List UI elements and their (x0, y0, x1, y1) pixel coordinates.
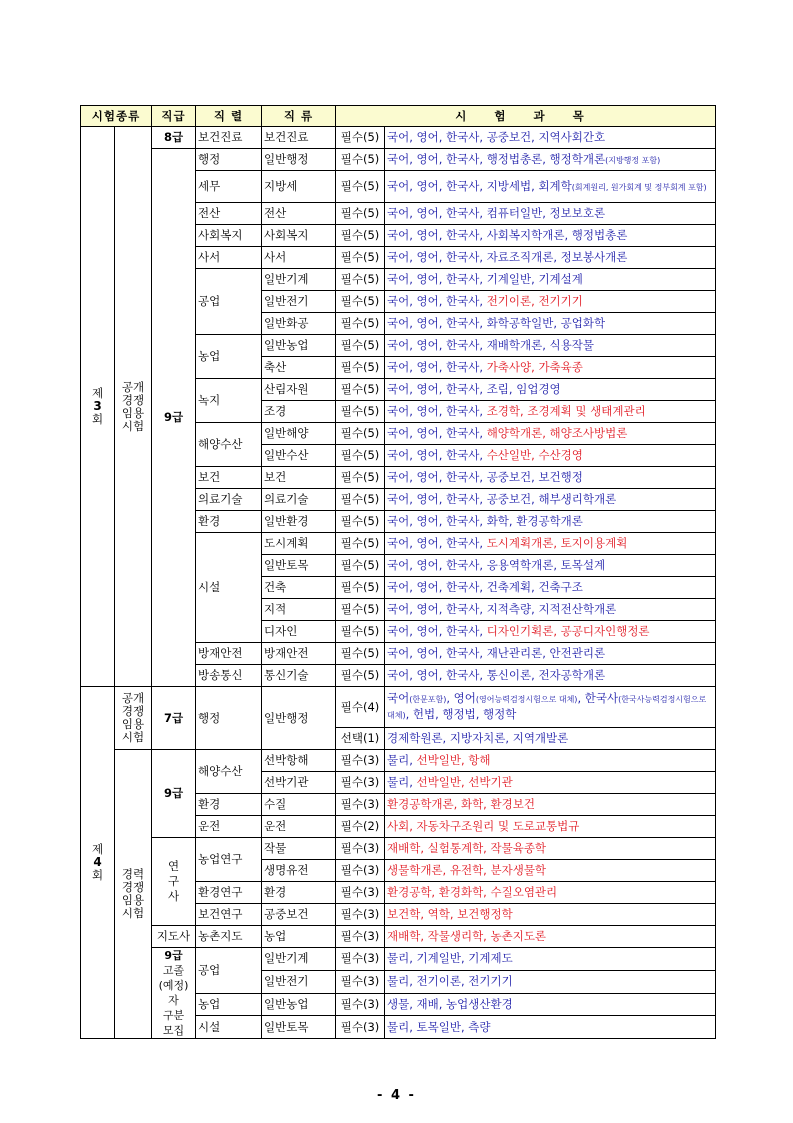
required-count: 필수(3) (336, 1016, 385, 1039)
career-competition-label: 경력 경쟁 임용 시험 (115, 750, 152, 1039)
category-cell: 일반농업 (262, 335, 336, 357)
subjects-cell: 국어, 영어, 한국사, 화학공학일반, 공업화학 (385, 313, 716, 335)
category-cell: 일반행정 (262, 149, 336, 171)
header-series: 직 렬 (196, 106, 262, 127)
table-row (81, 838, 716, 860)
category-cell: 통신기술 (262, 665, 336, 687)
table-row (81, 750, 716, 772)
subjects-cell: 물리, 기계일반, 기계제도 (385, 948, 716, 971)
category-cell: 일반토목 (262, 555, 336, 577)
category-cell: 생명유전 (262, 860, 336, 882)
required-count: 필수(3) (336, 750, 385, 772)
table-row (81, 948, 716, 971)
series-cell: 환경 (196, 511, 262, 533)
required-count: 필수(5) (336, 599, 385, 621)
category-cell: 일반수산 (262, 445, 336, 467)
category-cell: 일반행정 (262, 687, 336, 750)
elective-count: 선택(1) (336, 728, 385, 750)
research-series-label: 연 구 사 (152, 838, 196, 926)
required-count: 필수(5) (336, 269, 385, 291)
required-count: 필수(5) (336, 203, 385, 225)
required-count: 필수(5) (336, 291, 385, 313)
subjects-cell: 경제학원론, 지방자치론, 지역개발론 (385, 728, 716, 750)
required-count: 필수(2) (336, 816, 385, 838)
header-row (81, 106, 716, 127)
required-count: 필수(5) (336, 313, 385, 335)
required-count: 필수(5) (336, 423, 385, 445)
required-count: 필수(3) (336, 860, 385, 882)
category-cell: 일반토목 (262, 1016, 336, 1039)
subjects-cell: 국어, 영어, 한국사, 해양학개론, 해양조사방법론 (385, 423, 716, 445)
subjects-cell: 국어, 영어, 한국사, 공중보건, 지역사회간호 (385, 127, 716, 149)
subjects-cell: 보건학, 역학, 보건행정학 (385, 904, 716, 926)
header-subjects: 시 험 과 목 (336, 106, 716, 127)
required-count: 필수(5) (336, 665, 385, 687)
exam-subjects-table (80, 105, 716, 1039)
series-cell: 의료기술 (196, 489, 262, 511)
series-cell: 세무 (196, 171, 262, 203)
series-cell: 시설 (196, 533, 262, 643)
subjects-cell: 국어, 영어, 한국사, 디자인기획론, 공공디자인행정론 (385, 621, 716, 643)
session-4-label: 제 4 회 (81, 687, 115, 1039)
subjects-cell: 국어, 영어, 한국사, 공중보건, 보건행정 (385, 467, 716, 489)
subjects-cell: 국어, 영어, 한국사, 조경학, 조경계획 및 생태계관리 (385, 401, 716, 423)
required-count: 필수(5) (336, 335, 385, 357)
grade-9: 9급 (152, 750, 196, 838)
series-cell: 해양수산 (196, 423, 262, 467)
required-count: 필수(5) (336, 149, 385, 171)
series-cell: 사회복지 (196, 225, 262, 247)
series-cell: 행정 (196, 149, 262, 171)
series-cell: 환경연구 (196, 882, 262, 904)
required-count: 필수(3) (336, 970, 385, 993)
series-cell: 행정 (196, 687, 262, 750)
subjects-cell: 국어, 영어, 한국사, 재난관리론, 안전관리론 (385, 643, 716, 665)
subjects-cell: 국어, 영어, 한국사, 자료조직개론, 정보봉사개론 (385, 247, 716, 269)
subjects-cell: 물리, 전기이론, 전기기기 (385, 970, 716, 993)
category-cell: 조경 (262, 401, 336, 423)
category-cell: 보건 (262, 467, 336, 489)
category-cell: 전산 (262, 203, 336, 225)
subjects-cell: 국어, 영어, 한국사, 화학, 환경공학개론 (385, 511, 716, 533)
subjects-cell: 국어, 영어, 한국사, 행정법총론, 행정학개론(지방행정 포함) (385, 149, 716, 171)
required-count: 필수(5) (336, 643, 385, 665)
subjects-cell: 국어(한문포함), 영어(영어능력검정시험으로 대체), 한국사(한국사능력검정시험으로 대체), 헌법, 행정법, 행정학 (385, 687, 716, 728)
table-row (81, 127, 716, 149)
required-count: 필수(4) (336, 687, 385, 728)
category-cell: 농업 (262, 926, 336, 948)
required-count: 필수(3) (336, 993, 385, 1016)
page-number: - 4 - (377, 1088, 416, 1103)
subjects-cell: 국어, 영어, 한국사, 통신이론, 전자공학개론 (385, 665, 716, 687)
table-row (81, 687, 716, 728)
category-cell: 일반전기 (262, 970, 336, 993)
grade-8: 8급 (152, 127, 196, 149)
required-count: 필수(5) (336, 247, 385, 269)
category-cell: 작물 (262, 838, 336, 860)
series-cell: 전산 (196, 203, 262, 225)
header-category: 직 류 (262, 106, 336, 127)
series-cell: 공업 (196, 948, 262, 994)
series-cell: 공업 (196, 269, 262, 335)
required-count: 필수(3) (336, 794, 385, 816)
subjects-cell: 국어, 영어, 한국사, 지적측량, 지적전산학개론 (385, 599, 716, 621)
category-cell: 사서 (262, 247, 336, 269)
category-cell: 지방세 (262, 171, 336, 203)
series-cell: 보건진료 (196, 127, 262, 149)
special-grade-label: 9급 고졸 (예정)자 구분 모집 (152, 948, 196, 1039)
category-cell: 환경 (262, 882, 336, 904)
required-count: 필수(3) (336, 926, 385, 948)
table-row (81, 149, 716, 171)
category-cell: 선박항해 (262, 750, 336, 772)
category-cell: 일반농업 (262, 993, 336, 1016)
series-cell: 방송통신 (196, 665, 262, 687)
subjects-cell: 환경공학개론, 화학, 환경보건 (385, 794, 716, 816)
series-cell: 방재안전 (196, 643, 262, 665)
category-cell: 디자인 (262, 621, 336, 643)
subjects-cell: 생물학개론, 유전학, 분자생물학 (385, 860, 716, 882)
subjects-cell: 재배학, 작물생리학, 농촌지도론 (385, 926, 716, 948)
required-count: 필수(5) (336, 401, 385, 423)
series-cell: 사서 (196, 247, 262, 269)
category-cell: 일반기계 (262, 948, 336, 971)
category-cell: 보건진료 (262, 127, 336, 149)
grade-9: 9급 (152, 149, 196, 687)
category-cell: 도시계획 (262, 533, 336, 555)
subjects-cell: 사회, 자동차구조원리 및 도로교통법규 (385, 816, 716, 838)
category-cell: 일반환경 (262, 511, 336, 533)
series-cell: 농촌지도 (196, 926, 262, 948)
category-cell: 지적 (262, 599, 336, 621)
subjects-cell: 국어, 영어, 한국사, 전기이론, 전기기기 (385, 291, 716, 313)
required-count: 필수(5) (336, 127, 385, 149)
subjects-cell: 국어, 영어, 한국사, 사회복지학개론, 행정법총론 (385, 225, 716, 247)
series-cell: 녹지 (196, 379, 262, 423)
open-competition-label: 공개 경쟁 임용 시험 (115, 687, 152, 750)
category-cell: 일반전기 (262, 291, 336, 313)
table-row (81, 926, 716, 948)
subjects-cell: 환경공학, 환경화학, 수질오염관리 (385, 882, 716, 904)
required-count: 필수(3) (336, 838, 385, 860)
required-count: 필수(5) (336, 511, 385, 533)
subjects-cell: 국어, 영어, 한국사, 조림, 임업경영 (385, 379, 716, 401)
subjects-cell: 국어, 영어, 한국사, 가축사양, 가축육종 (385, 357, 716, 379)
series-cell: 시설 (196, 1016, 262, 1039)
subjects-cell: 국어, 영어, 한국사, 건축계획, 건축구조 (385, 577, 716, 599)
grade-7: 7급 (152, 687, 196, 750)
required-count: 필수(5) (336, 533, 385, 555)
subjects-cell: 물리, 토목일반, 측량 (385, 1016, 716, 1039)
series-cell: 해양수산 (196, 750, 262, 794)
header-grade: 직급 (152, 106, 196, 127)
category-cell: 방재안전 (262, 643, 336, 665)
subjects-cell: 물리, 선박일반, 선박기관 (385, 772, 716, 794)
session-3-label: 제 3 회 (81, 127, 115, 687)
required-count: 필수(3) (336, 772, 385, 794)
category-cell: 수질 (262, 794, 336, 816)
series-cell: 보건연구 (196, 904, 262, 926)
subjects-cell: 국어, 영어, 한국사, 응용역학개론, 토목설계 (385, 555, 716, 577)
category-cell: 운전 (262, 816, 336, 838)
subjects-cell: 국어, 영어, 한국사, 컴퓨터일반, 정보보호론 (385, 203, 716, 225)
subjects-cell: 재배학, 실험통계학, 작물육종학 (385, 838, 716, 860)
category-cell: 일반기계 (262, 269, 336, 291)
subjects-cell: 생물, 재배, 농업생산환경 (385, 993, 716, 1016)
category-cell: 산림자원 (262, 379, 336, 401)
category-cell: 의료기술 (262, 489, 336, 511)
category-cell: 사회복지 (262, 225, 336, 247)
category-cell: 일반화공 (262, 313, 336, 335)
series-cell: 농업연구 (196, 838, 262, 882)
series-cell: 운전 (196, 816, 262, 838)
subjects-cell: 국어, 영어, 한국사, 기계일반, 기계설계 (385, 269, 716, 291)
required-count: 필수(3) (336, 948, 385, 971)
subjects-cell: 국어, 영어, 한국사, 도시계획개론, 토지이용계획 (385, 533, 716, 555)
category-cell: 건축 (262, 577, 336, 599)
required-count: 필수(5) (336, 577, 385, 599)
series-cell: 환경 (196, 794, 262, 816)
subjects-cell: 물리, 선박일반, 항해 (385, 750, 716, 772)
category-cell: 일반해양 (262, 423, 336, 445)
series-cell: 농업 (196, 993, 262, 1016)
required-count: 필수(5) (336, 467, 385, 489)
category-cell: 선박기관 (262, 772, 336, 794)
required-count: 필수(5) (336, 489, 385, 511)
subjects-cell: 국어, 영어, 한국사, 수산일반, 수산경영 (385, 445, 716, 467)
subjects-cell: 국어, 영어, 한국사, 공중보건, 해부생리학개론 (385, 489, 716, 511)
series-cell: 농업 (196, 335, 262, 379)
guidance-series-label: 지도사 (152, 926, 196, 948)
required-count: 필수(5) (336, 379, 385, 401)
required-count: 필수(5) (336, 445, 385, 467)
required-count: 필수(5) (336, 171, 385, 203)
header-exam-type: 시험종류 (81, 106, 152, 127)
required-count: 필수(3) (336, 904, 385, 926)
subjects-cell: 국어, 영어, 한국사, 지방세법, 회계학(회계원리, 원가회계 및 정부회계 포함) (385, 171, 716, 203)
series-cell: 보건 (196, 467, 262, 489)
category-cell: 축산 (262, 357, 336, 379)
category-cell: 공중보건 (262, 904, 336, 926)
required-count: 필수(5) (336, 225, 385, 247)
open-competition-label: 공개 경쟁 임용 시험 (115, 127, 152, 687)
required-count: 필수(3) (336, 882, 385, 904)
required-count: 필수(5) (336, 621, 385, 643)
subjects-cell: 국어, 영어, 한국사, 재배학개론, 식용작물 (385, 335, 716, 357)
required-count: 필수(5) (336, 357, 385, 379)
required-count: 필수(5) (336, 555, 385, 577)
